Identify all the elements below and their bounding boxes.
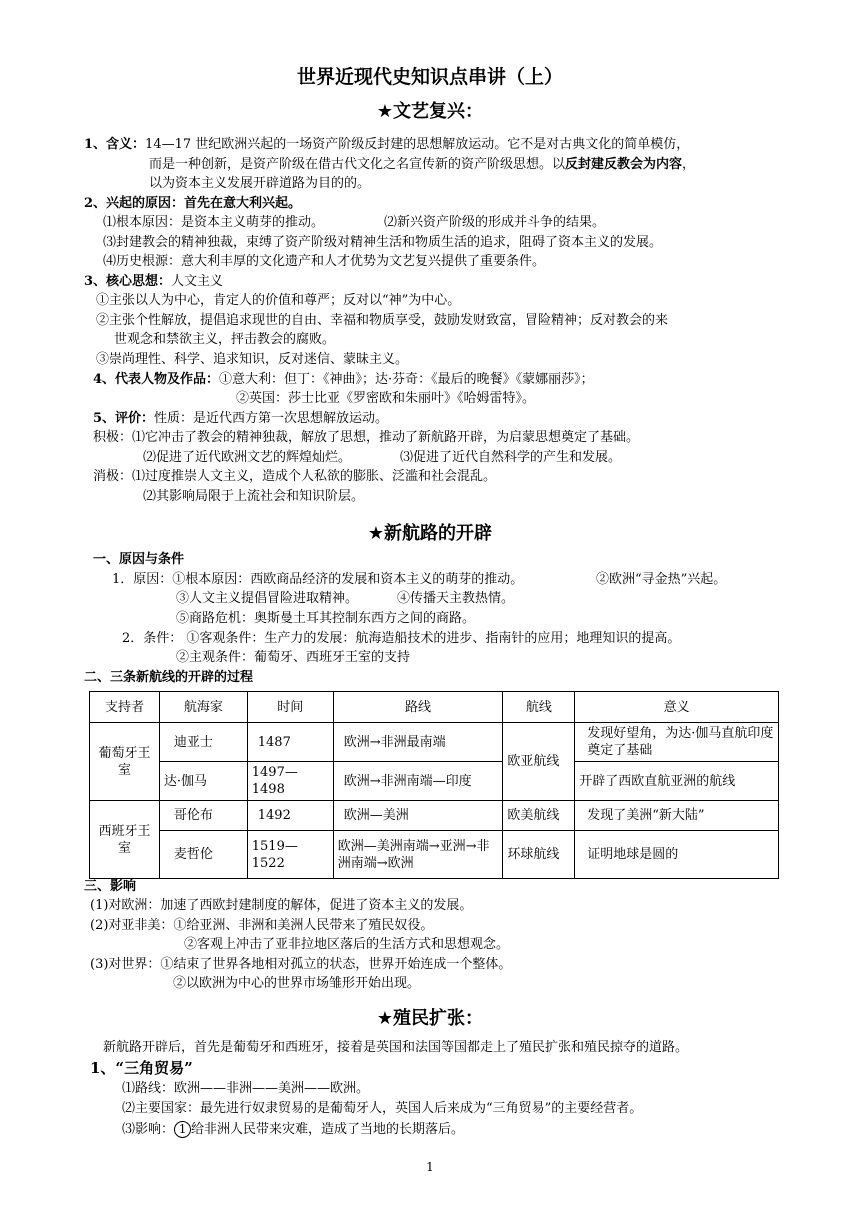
core-label: 3、核心思想： (84, 274, 172, 289)
cause-4: ⑷历史根源：意大利丰厚的文化遗产和人才优势为文艺复兴提供了重要条件。 (103, 254, 546, 269)
voyages-sub-causes: 一、原因与条件 (93, 552, 185, 567)
core-2b: 世观念和禁欲主义，抨击教会的腐败。 (114, 332, 336, 347)
trade-route: ⑴路线：欧洲——非洲——美洲——欧洲。 (122, 1081, 370, 1096)
section-heading-colonial: ★殖民扩张： (376, 1008, 484, 1029)
route-cell: 欧洲—美洲南端→亚洲→非洲南端→欧洲 (333, 831, 503, 879)
reason-2b: ④传播天主教热情。 (397, 591, 515, 606)
navigator-cell: 迪亚士 (159, 723, 247, 762)
cause-2: ⑵新兴资产阶级的形成并斗争的结果。 (384, 215, 606, 230)
trade-impact-text: 给非洲人民带来灾难，造成了当地的长期落后。 (191, 1122, 465, 1137)
page-number: 1 (426, 1160, 434, 1174)
core-value: 人文主义 (171, 274, 224, 289)
meaning-cell: 证明地球是圆的 (575, 831, 779, 879)
impact-1: (1)对欧洲：加速了西欧封建制度的解体，促进了资本主义的发展。 (90, 898, 473, 913)
voyages-sub-process: 二、三条新航线的开辟的过程 (84, 670, 254, 685)
section-heading-renaissance: ★文艺复兴： (376, 101, 484, 122)
route-cell: 欧洲→非洲最南端 (333, 723, 503, 762)
representatives-1: ①意大利：但丁：《神曲》；达·芬奇：《最后的晚餐》《蒙娜丽莎》； (219, 372, 594, 387)
navigator-cell: 哥伦布 (159, 801, 247, 831)
definition-line-2-bold: 反封建反教会为内容 (565, 157, 683, 172)
table-row (90, 801, 779, 831)
reason-3: ⑤商路危机：奥斯曼土耳其控制东西方之间的商路。 (176, 611, 476, 626)
condition-1: 2．条件： ①客观条件：生产力的发展：航海造船技术的进步、指南针的应用；地理知识的提高。 (122, 631, 681, 646)
impact-2b: ②客观上冲击了亚非拉地区落后的生活方式和思想观念。 (184, 937, 510, 952)
header-meaning: 意义 (575, 692, 779, 723)
line-cell: 欧美航线 (503, 801, 575, 831)
definition-line-3: 以为资本主义发展开辟道路为目的的。 (149, 176, 371, 191)
voyages-sub-impact: 三、影响 (84, 879, 137, 894)
trade-impact-label: ⑶影响： (122, 1122, 175, 1137)
core-1: ①主张以人为中心，肯定人的价值和尊严；反对以“神”为中心。 (96, 293, 461, 308)
core-2a: ②主张个性解放，提倡追求现世的自由、幸福和物质享受，鼓励发财致富，冒险精神；反对教会的来 (96, 313, 669, 328)
evaluation-value: 性质：是近代西方第一次思想解放运动。 (154, 411, 389, 426)
positive-3: ⑶促进了近代自然科学的产生和发展。 (400, 450, 622, 465)
line-cell-euro-asia: 欧亚航线 (503, 723, 575, 801)
sea-routes-table (89, 691, 779, 879)
supporter-portugal: 葡萄牙王室 (90, 723, 160, 801)
time-cell: 1492 (247, 801, 333, 831)
trade-countries: ⑵主要国家：最先进行奴隶贸易的是葡萄牙人，英国人后来成为“三角贸易”的主要经营者。 (122, 1101, 643, 1116)
table-row (90, 762, 779, 801)
reason-2a: ③人文主义提倡冒险进取精神。 (176, 591, 359, 606)
section-heading-voyages: ★新航路的开辟 (367, 523, 493, 544)
negative-1: 消极：⑴过度推崇人文主义，造成个人私欲的膨胀、泛滥和社会混乱。 (93, 469, 497, 484)
positive-2: ⑵促进了近代欧洲文艺的辉煌灿烂。 (143, 450, 352, 465)
definition-line-2c: ， (682, 157, 696, 172)
positive-1: 积极：⑴它冲击了教会的精神独裁，解放了思想，推动了新航路开辟，为启蒙思想奠定了基础。 (93, 430, 640, 445)
triangle-trade-heading: 1、“三角贸易” (90, 1059, 193, 1077)
time-cell: 1487 (247, 723, 333, 762)
route-cell: 欧洲—美洲 (333, 801, 503, 831)
impact-2a: (2)对亚非美：①给亚洲、非洲和美洲人民带来了殖民奴役。 (90, 918, 434, 933)
definition-line-1: 14—17 世纪欧洲兴起的一场资产阶级反封建的思想解放运动。它不是对古典文化的简单模仿， (145, 137, 690, 152)
header-supporter: 支持者 (90, 692, 160, 723)
causes-heading: 2、兴起的原因：首先在意大利兴起。 (84, 196, 302, 211)
header-time: 时间 (247, 692, 333, 723)
route-cell: 欧洲→非洲南端—印度 (333, 762, 503, 801)
navigator-cell: 达·伽马 (159, 762, 247, 801)
table-row (90, 831, 779, 879)
cause-3: ⑶封建教会的精神独裁，束缚了资产阶级对精神生活和物质生活的追求，阻碍了资本主义的发展。 (103, 235, 663, 250)
header-line: 航线 (503, 692, 575, 723)
impact-3b: ②以欧洲为中心的世界市场雏形开始出现。 (173, 976, 421, 991)
page-title: 世界近现代史知识点串讲（上） (296, 66, 563, 88)
circled-number-marker: 1 (174, 1121, 191, 1138)
core-3: ③崇尚理性、科学、追求知识，反对迷信、蒙昧主义。 (96, 352, 409, 367)
condition-2: ②主观条件：葡萄牙、西班牙王室的支持 (176, 650, 411, 665)
time-cell: 1497—1498 (247, 762, 333, 801)
meaning-cell: 发现了美洲“新大陆” (575, 801, 779, 831)
meaning-cell: 发现好望角，为达·伽马直航印度奠定了基础 (575, 723, 779, 762)
negative-2: ⑵其影响局限于上流社会和知识阶层。 (143, 489, 365, 504)
supporter-spain: 西班牙王室 (90, 801, 160, 879)
reason-1a: 1．原因：①根本原因：西欧商品经济的发展和资本主义的萌芽的推动。 (112, 572, 524, 587)
reason-1b: ②欧洲“寻金热”兴起。 (596, 572, 727, 587)
colonial-intro: 新航路开辟后，首先是葡萄牙和西班牙，接着是英国和法国等国都走上了殖民扩张和殖民掠夺的道路。 (103, 1040, 689, 1055)
table-header-row (90, 692, 779, 723)
line-cell: 环球航线 (503, 831, 575, 879)
representatives-2: ②英国：莎士比亚《罗密欧和朱丽叶》《哈姆雷特》。 (236, 391, 536, 406)
definition-line-2a: 而是一种创新，是资产阶级在借古代文化之名宣传新的资产阶级思想。以 (149, 157, 566, 172)
time-cell: 1519—1522 (247, 831, 333, 879)
representatives-label: 4、代表人物及作品： (93, 372, 220, 387)
impact-3a: (3)对世界：①结束了世界各地相对孤立的状态，世界开始连成一个整体。 (90, 957, 512, 972)
meaning-cell: 开辟了西欧直航亚洲的航线 (575, 762, 779, 801)
evaluation-label: 5、评价： (93, 411, 155, 426)
cause-1: ⑴根本原因：是资本主义萌芽的推动。 (103, 215, 325, 230)
definition-label: 1、含义： (84, 137, 146, 152)
header-navigator: 航海家 (159, 692, 247, 723)
header-route: 路线 (333, 692, 503, 723)
navigator-cell: 麦哲伦 (159, 831, 247, 879)
table-row (90, 723, 779, 762)
